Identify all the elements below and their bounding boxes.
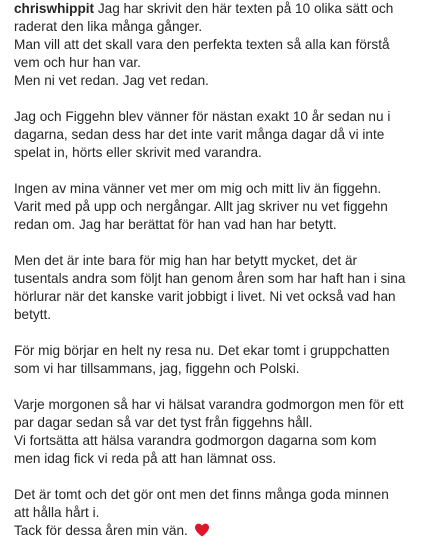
caption-line: Vi fortsätta att hälsa varandra godmorgon dagarna som kom bbox=[14, 433, 377, 448]
post-caption bbox=[14, 0, 418, 540]
caption-line: Jag och Figgehn blev vänner för nästan exakt 10 år sedan nu i bbox=[14, 109, 391, 124]
heart-icon bbox=[194, 523, 210, 537]
caption-line: par dagar sedan så var det tyst från figgehns håll. bbox=[14, 415, 313, 430]
caption-text: Jag har skrivit den här texten på 10 olika sätt och bbox=[97, 1, 394, 16]
caption-paragraph-6 bbox=[14, 396, 418, 468]
caption-line bbox=[14, 0, 418, 18]
caption-line: att hålla hårt i. bbox=[14, 505, 100, 520]
caption-paragraph-1 bbox=[14, 0, 418, 90]
caption-line: redan om. Jag har berättat för han vad han har betytt. bbox=[14, 217, 337, 232]
caption-line: Men det är inte bara för mig han har betytt mycket, det är bbox=[14, 253, 358, 268]
caption-paragraph-7 bbox=[14, 486, 418, 540]
caption-line: dagarna, sedan dess har det inte varit många dagar då vi inte bbox=[14, 127, 385, 142]
caption-text: Tack för dessa åren min vän. bbox=[14, 523, 188, 538]
caption-line: Det är tomt och det gör ont men det finns många goda minnen bbox=[14, 487, 389, 502]
caption-line: Varit med på upp och nergångar. Allt jag skriver nu vet figgehn bbox=[14, 199, 388, 214]
caption-paragraph-5 bbox=[14, 342, 418, 378]
caption-line: betytt. bbox=[14, 307, 52, 322]
caption-line: Men ni vet redan. Jag vet redan. bbox=[14, 73, 209, 88]
caption-paragraph-2 bbox=[14, 108, 418, 162]
caption-line: Man vill att det skall vara den perfekta texten så alla kan förstå bbox=[14, 37, 390, 52]
caption-line: tusentals andra som följt han genom åren som har haft han i sina bbox=[14, 271, 406, 286]
caption-line: spelat in, hörts eller skrivit med varandra. bbox=[14, 145, 262, 160]
caption-line: men idag fick vi reda på att han lämnat oss. bbox=[14, 451, 277, 466]
caption-paragraph-4 bbox=[14, 252, 418, 324]
caption-line bbox=[14, 522, 418, 540]
caption-line: vem och hur han var. bbox=[14, 55, 141, 70]
caption-line: som vi har tillsammans, jag, figgehn och Polski. bbox=[14, 361, 300, 376]
caption-line: hörlurar när det kanske varit jobbigt i livet. Ni vet också vad han bbox=[14, 289, 396, 304]
caption-paragraph-3 bbox=[14, 180, 418, 234]
username-link[interactable]: chriswhippit bbox=[14, 1, 95, 16]
caption-line: Ingen av mina vänner vet mer om mig och mitt liv än figgehn. bbox=[14, 181, 382, 196]
caption-line: Varje morgonen så har vi hälsat varandra godmorgon men för ett bbox=[14, 397, 404, 412]
caption-line: raderat den lika många gånger. bbox=[14, 19, 203, 34]
caption-line: För mig börjar en helt ny resa nu. Det ekar tomt i gruppchatten bbox=[14, 343, 390, 358]
